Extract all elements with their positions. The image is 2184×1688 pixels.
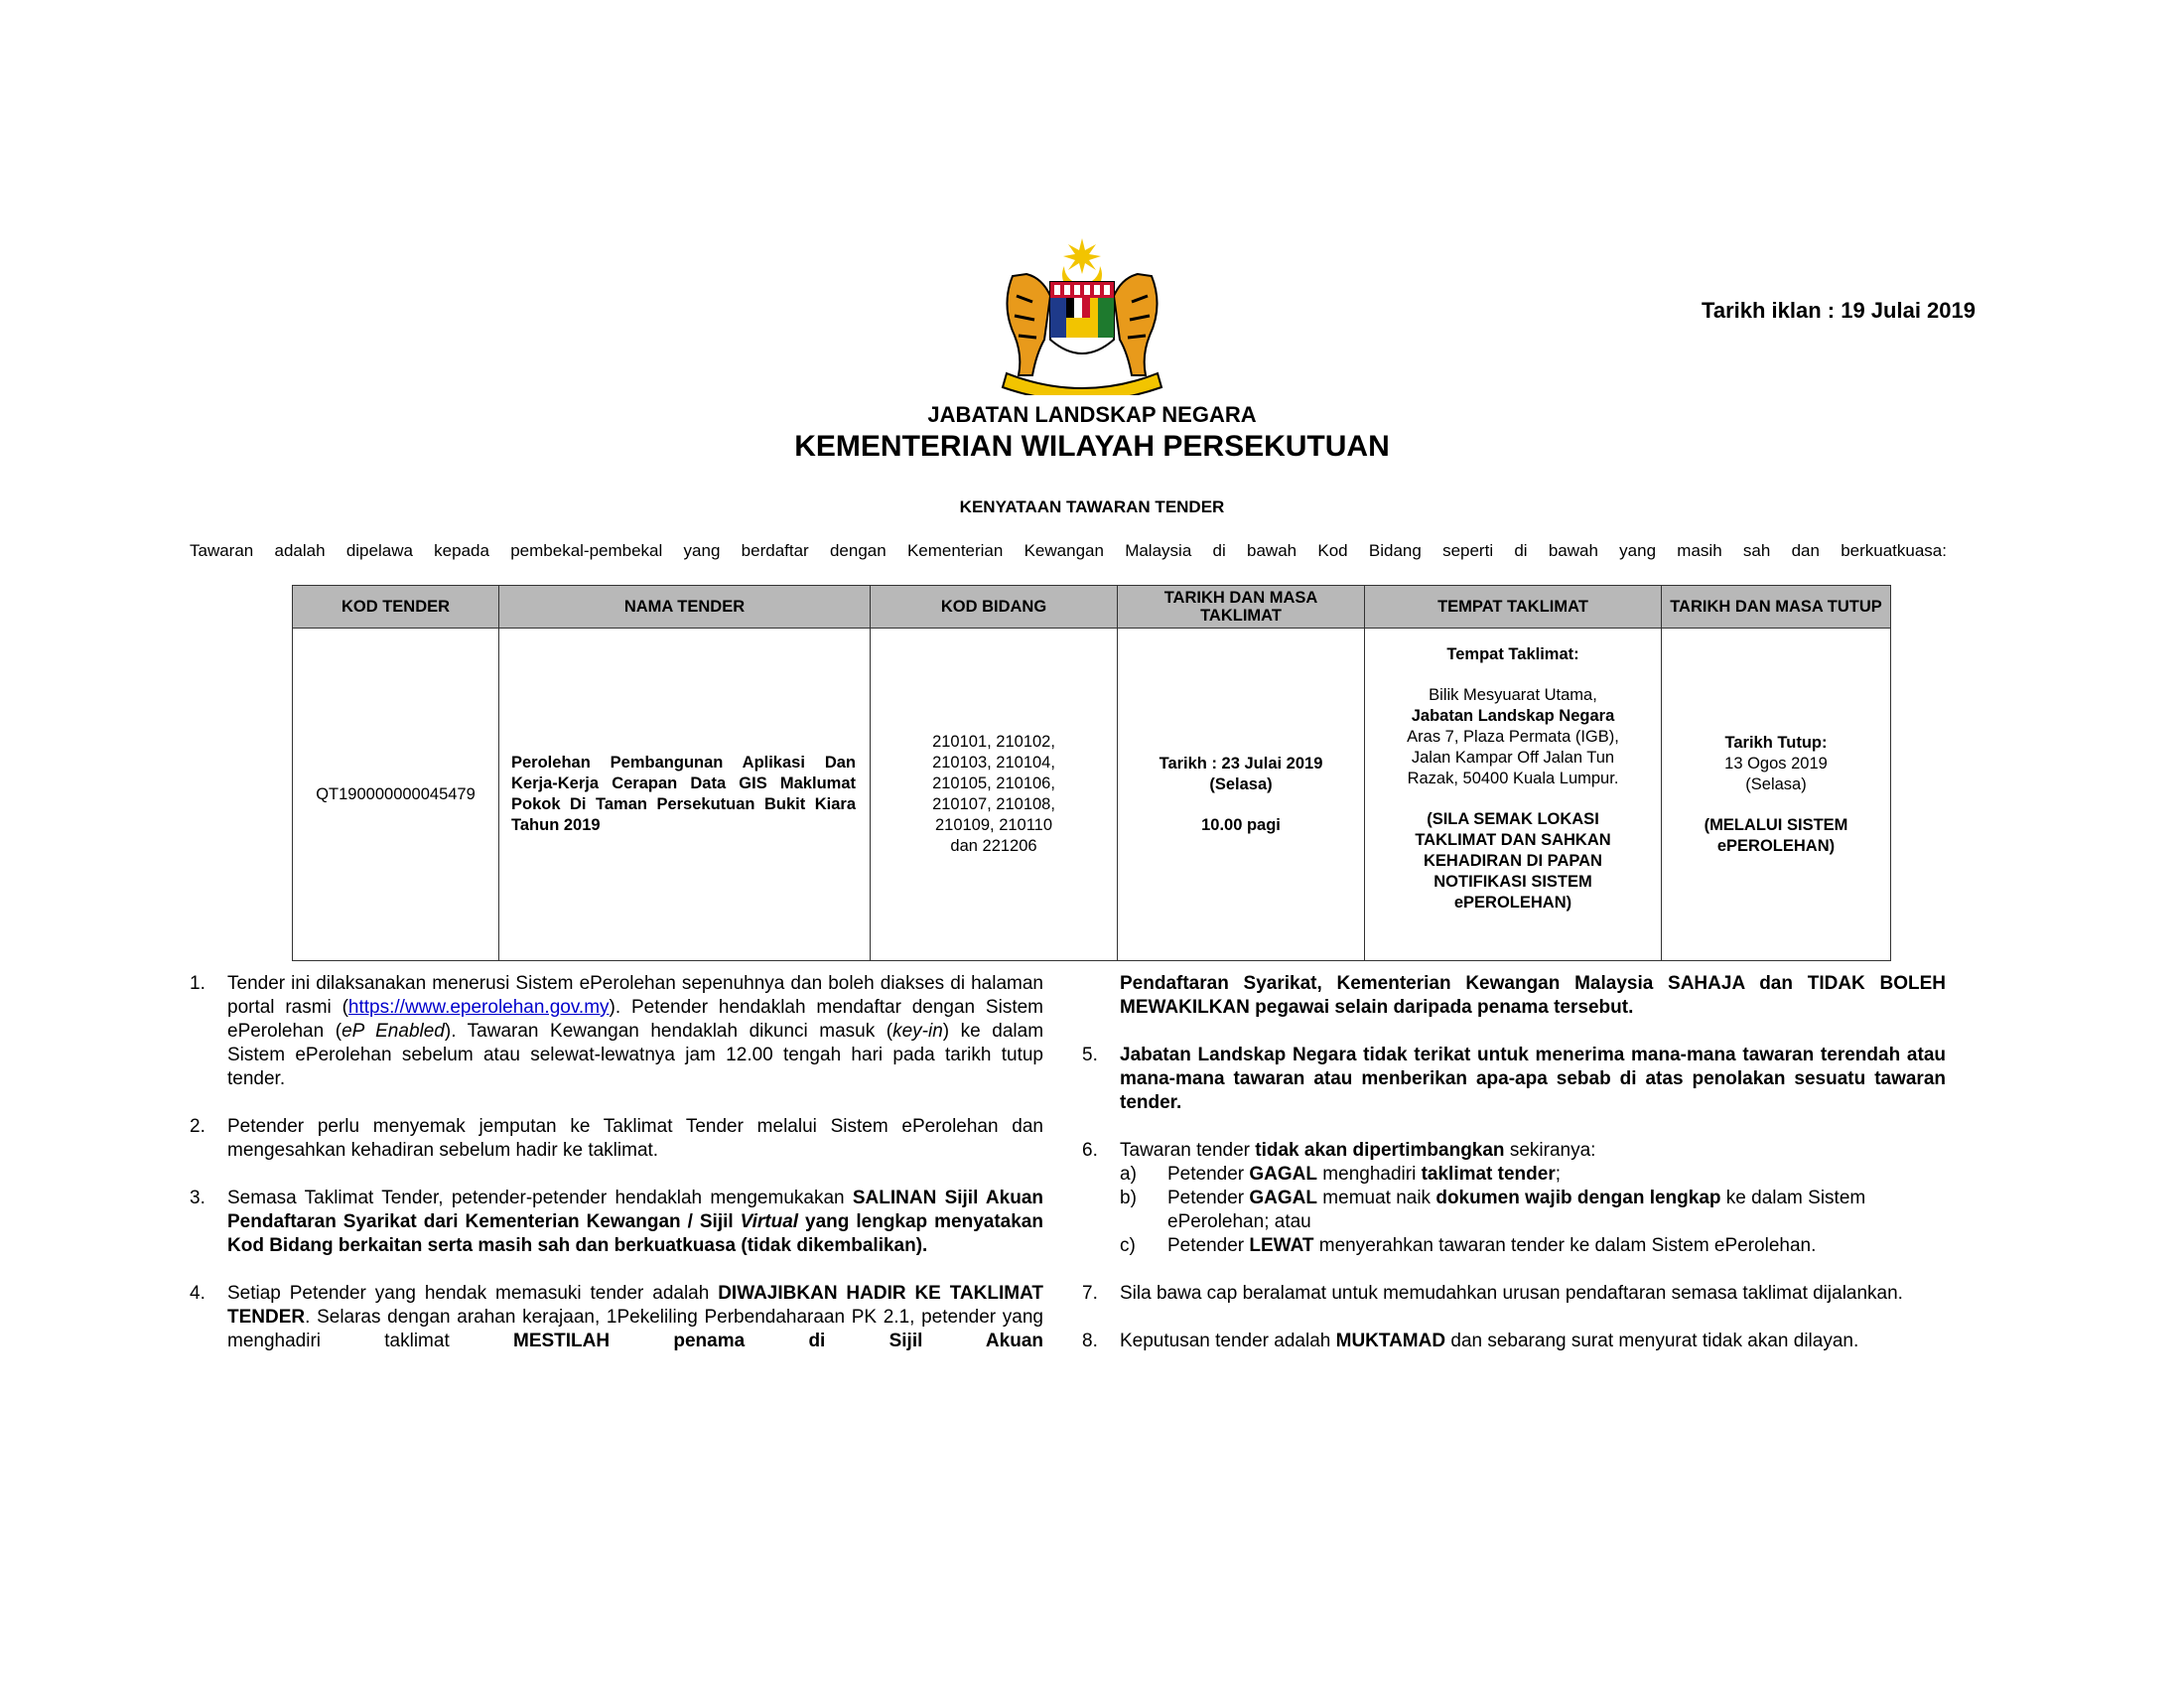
header-tarikh-tutup: TARIKH DAN MASA TUTUP bbox=[1662, 586, 1891, 629]
note-segment: sekiranya: bbox=[1504, 1140, 1596, 1161]
note-segment: ) ke dalam Sistem ePerolehan sebelum atau selewat-lewatnya jam 12.00 tengah hari pada tarikh tutup tender. bbox=[227, 1021, 1044, 1089]
note-segment: menyerahkan tawaran tender ke dalam Sistem ePerolehan. bbox=[1313, 1235, 1817, 1256]
department-name: JABATAN LANDSKAP NEGARA bbox=[927, 402, 1257, 427]
sub-item-letter: b) bbox=[1120, 1188, 1137, 1208]
note-segment: Setiap Petender yang hendak memasuki tender adalah bbox=[227, 1283, 719, 1304]
taklimat-day: (Selasa) bbox=[1209, 774, 1273, 793]
tutup-note-line: (MELALUI SISTEM bbox=[1704, 815, 1848, 834]
tempat-label: Tempat Taklimat: bbox=[1446, 645, 1579, 663]
note-segment: yang lengkap menyatakan Kod Bidang berkaitan serta masih sah dan berkuatkuasa (tidak dikembalikan). bbox=[227, 1211, 1043, 1256]
note-number: 1. bbox=[190, 973, 205, 994]
table-row bbox=[293, 629, 1891, 961]
taklimat-date: Tarikh : 23 Julai 2019 bbox=[1159, 754, 1323, 773]
header-kod-tender: KOD TENDER bbox=[293, 586, 499, 629]
note-segment: MESTILAH penama di Sijil Akuan bbox=[513, 1331, 1043, 1351]
note-item bbox=[190, 972, 1043, 1091]
notes-right-column bbox=[1082, 972, 1946, 1377]
note-item-continued bbox=[1082, 972, 1946, 1020]
note-segment: DIWAJIBKAN HADIR KE TAKLIMAT TENDER bbox=[227, 1283, 1044, 1328]
note-item bbox=[190, 1115, 1043, 1163]
note-text bbox=[227, 1187, 1043, 1258]
note-text bbox=[227, 972, 1043, 1091]
note-text: Sila bawa cap beralamat untuk memudahkan urusan pendaftaran semasa taklimat dijalankan. bbox=[1120, 1283, 1903, 1304]
sub-item bbox=[1120, 1187, 1946, 1234]
cell-tempat-taklimat bbox=[1365, 629, 1662, 961]
note-segment: Tender ini dilaksanakan menerusi Sistem ePerolehan sepenuhnya dan boleh diakses di halaman portal rasmi ( bbox=[227, 973, 1043, 1018]
note-number: 8. bbox=[1082, 1331, 1098, 1351]
tutup-note-line: ePEROLEHAN) bbox=[1716, 836, 1836, 855]
note-segment: memuat naik bbox=[1317, 1188, 1436, 1208]
cell-nama-tender: Perolehan Pembangunan Aplikasi Dan Kerja-Kerja Cerapan Data GIS Maklumat Pokok Di Taman Persekutuan Bukit Kiara Tahun 2019 bbox=[499, 629, 871, 961]
tempat-note-line: ePEROLEHAN) bbox=[1453, 894, 1572, 912]
tempat-room: Bilik Mesyuarat Utama, bbox=[1429, 686, 1597, 704]
tempat-note-line: TAKLIMAT DAN SAHKAN bbox=[1415, 831, 1611, 849]
header-kod-bidang: KOD BIDANG bbox=[871, 586, 1118, 629]
ministry-name: KEMENTERIAN WILAYAH PERSEKUTUAN bbox=[794, 430, 1390, 463]
tempat-address-line: Aras 7, Plaza Permata (IGB), bbox=[1407, 728, 1619, 746]
note-segment: Keputusan tender adalah bbox=[1120, 1331, 1336, 1351]
tutup-label: Tarikh Tutup: bbox=[1724, 733, 1828, 752]
table-header-row bbox=[293, 586, 1891, 629]
note-item bbox=[1082, 1330, 1946, 1353]
notice-title: KENYATAAN TAWARAN TENDER bbox=[959, 497, 1225, 516]
note-segment: Petender bbox=[1167, 1235, 1250, 1256]
intro-text: Tawaran adalah dipelawa kepada pembekal-pembekal yang berdaftar dengan Kementerian Kewangan Malaysia di bawah Kod Bidang seperti di bawah yang masih sah dan berkuatkuasa: bbox=[190, 541, 1947, 560]
note-segment: Virtual bbox=[740, 1211, 799, 1232]
note-text: Pendaftaran Syarikat, Kementerian Kewangan Malaysia SAHAJA dan TIDAK BOLEH MEWAKILKAN pegawai selain daripada penama tersebut. bbox=[1120, 973, 1946, 1018]
notes-left-column bbox=[190, 972, 1043, 1377]
note-segment: eP Enabled bbox=[341, 1021, 445, 1042]
note-segment: Petender bbox=[1167, 1164, 1250, 1185]
tempat-note-line: (SILA SEMAK LOKASI bbox=[1427, 810, 1599, 828]
note-number: 5. bbox=[1082, 1045, 1098, 1065]
note-segment: taklimat tender bbox=[1421, 1164, 1556, 1185]
header-tempat-taklimat: TEMPAT TAKLIMAT bbox=[1365, 586, 1662, 629]
note-text: Jabatan Landskap Negara tidak terikat untuk menerima mana-mana tawaran terendah atau mana-mana tawaran atau menberikan apa-apa sebab di atas penolakan sesuatu tawaran tender. bbox=[1120, 1045, 1946, 1113]
tender-table bbox=[292, 585, 1891, 961]
note-number: 2. bbox=[190, 1116, 205, 1137]
header-nama-tender: NAMA TENDER bbox=[499, 586, 871, 629]
note-segment: Semasa Taklimat Tender, petender-petender hendaklah mengemukakan bbox=[227, 1188, 853, 1208]
note-segment: GAGAL bbox=[1249, 1164, 1318, 1185]
kod-bidang-line: 210103, 210104, bbox=[932, 754, 1055, 772]
note-segment: ; bbox=[1555, 1164, 1562, 1185]
tempat-address-line: Jalan Kampar Off Jalan Tun bbox=[1411, 749, 1615, 767]
malaysia-coat-of-arms-icon bbox=[993, 236, 1171, 395]
tempat-address-line: Razak, 50400 Kuala Lumpur. bbox=[1407, 770, 1619, 787]
kod-bidang-line: 210109, 210110 bbox=[934, 816, 1053, 834]
sub-item bbox=[1120, 1163, 1946, 1187]
note-segment: key-in bbox=[892, 1021, 943, 1042]
tutup-date: 13 Ogos 2019 bbox=[1724, 754, 1828, 773]
kod-bidang-line: 210105, 210106, bbox=[932, 774, 1055, 792]
note-segment: menghadiri bbox=[1317, 1164, 1422, 1185]
note-segment: GAGAL bbox=[1249, 1188, 1318, 1208]
note-segment: LEWAT bbox=[1249, 1235, 1314, 1256]
note-item bbox=[1082, 1044, 1946, 1115]
taklimat-time: 10.00 pagi bbox=[1201, 815, 1281, 834]
cell-kod-bidang bbox=[871, 629, 1118, 961]
note-segment: dan sebarang surat menyurat tidak akan dilayan. bbox=[1445, 1331, 1859, 1351]
note-segment: dokumen wajib dengan lengkap bbox=[1435, 1188, 1721, 1208]
note-number: 3. bbox=[190, 1188, 205, 1208]
sub-item-letter: a) bbox=[1120, 1164, 1137, 1185]
note-segment: tidak akan dipertimbangkan bbox=[1255, 1140, 1505, 1161]
note-text bbox=[227, 1282, 1043, 1353]
note-number: 6. bbox=[1082, 1140, 1098, 1161]
note-segment: SALINAN Sijil Akuan Pendaftaran Syarikat dari Kementerian Kewangan / Sijil bbox=[227, 1188, 1043, 1232]
kod-bidang-line: 210107, 210108, bbox=[932, 795, 1055, 813]
tutup-day: (Selasa) bbox=[1745, 774, 1807, 793]
note-segment: ). Petender hendaklah mendaftar dengan Sistem ePerolehan ( bbox=[227, 997, 1043, 1042]
note-text: Petender perlu menyemak jemputan ke Taklimat Tender melalui Sistem ePerolehan dan mengesahkan kehadiran sebelum hadir ke taklimat. bbox=[227, 1116, 1043, 1161]
sub-item-letter: c) bbox=[1120, 1235, 1136, 1256]
cell-tarikh-tutup bbox=[1662, 629, 1891, 961]
note-item bbox=[190, 1187, 1043, 1258]
note-segment: Petender bbox=[1167, 1188, 1250, 1208]
note-segment: MUKTAMAD bbox=[1335, 1331, 1446, 1351]
note-segment: Tawaran tender bbox=[1120, 1140, 1256, 1161]
kod-bidang-line: dan 221206 bbox=[950, 837, 1037, 855]
note-item bbox=[190, 1282, 1043, 1353]
note-text bbox=[1120, 1139, 1946, 1258]
note-segment: . Selaras dengan arahan kerajaan, 1Pekeliling Perbendaharaan PK 2.1, petender yang menghadiri taklimat bbox=[227, 1307, 1043, 1351]
cell-tarikh-taklimat bbox=[1118, 629, 1365, 961]
header-tarikh-taklimat: TARIKH DAN MASA TAKLIMAT bbox=[1118, 586, 1365, 629]
advertisement-date: Tarikh iklan : 19 Julai 2019 bbox=[1702, 298, 1976, 323]
note-number: 7. bbox=[1082, 1283, 1098, 1304]
note-text bbox=[1120, 1330, 1946, 1353]
eperolehan-portal-link[interactable]: https://www.eperolehan.gov.my bbox=[347, 997, 610, 1018]
note-item bbox=[1082, 1282, 1946, 1306]
tempat-note-line: KEHADIRAN DI PAPAN bbox=[1424, 852, 1602, 870]
cell-kod-tender: QT190000000045479 bbox=[293, 629, 499, 961]
sub-item bbox=[1120, 1234, 1946, 1258]
note-segment: ke dalam Sistem ePerolehan; atau bbox=[1167, 1188, 1866, 1232]
kod-bidang-line: 210101, 210102, bbox=[932, 733, 1055, 751]
tempat-note-line: NOTIFIKASI SISTEM bbox=[1433, 873, 1592, 891]
note-item bbox=[1082, 1139, 1946, 1258]
note-segment: ). Tawaran Kewangan hendaklah dikunci masuk ( bbox=[444, 1021, 893, 1042]
tempat-dept: Jabatan Landskap Negara bbox=[1411, 707, 1615, 725]
note-number: 4. bbox=[190, 1283, 205, 1304]
